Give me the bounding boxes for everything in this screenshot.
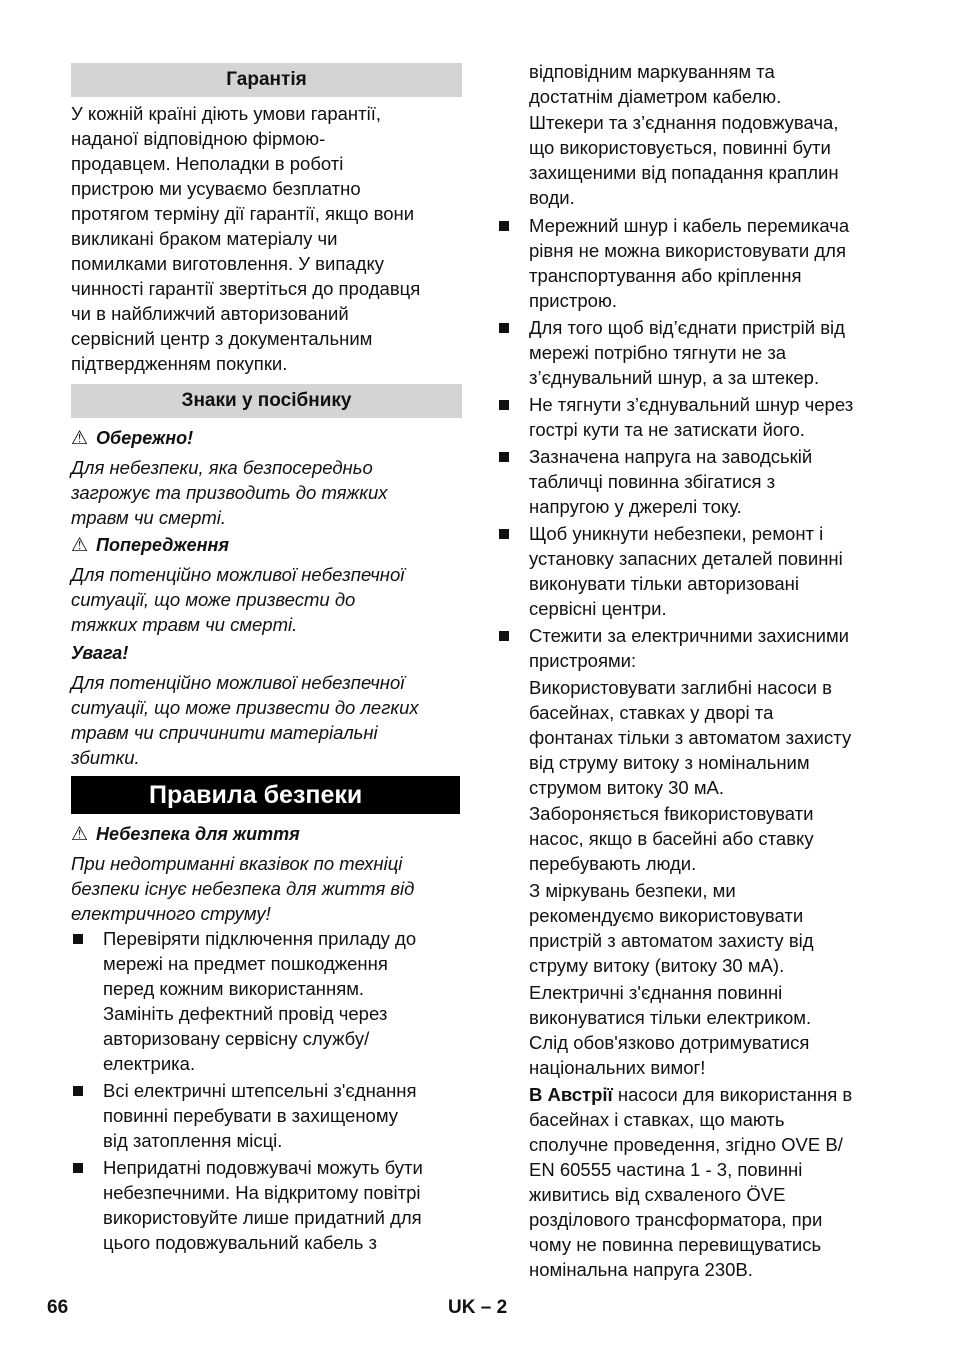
- paragraph-line: басейнах і ставках, що мають: [529, 1109, 785, 1130]
- danger-line: безпеки існує небезпека для життя від: [71, 878, 415, 899]
- bullet-line: табличці повинна збігатися з: [529, 471, 776, 492]
- bullet-line: цього подовжувальний кабель з: [103, 1232, 378, 1253]
- danger-title: [71, 822, 462, 847]
- bullet-line: Всі електричні штепсельні з'єднання: [103, 1080, 417, 1101]
- right-column: [497, 0, 889, 1282]
- attention-line: травм чи спричинити матеріальні: [71, 722, 378, 743]
- paragraph-line: Електричні з'єднання повинні: [529, 982, 783, 1003]
- bullet-line: Мережний шнур і кабель перемикача: [529, 215, 850, 236]
- bullet-line: повинні перебувати в захищеному: [103, 1105, 399, 1126]
- bullet-line: Зазначена напруга на заводській: [529, 446, 813, 467]
- bullet-line: електрика.: [103, 1053, 196, 1074]
- bullet-line: Перевіряти підключення приладу до: [103, 928, 417, 949]
- caution-line: загрожує та призводить до тяжких: [71, 482, 388, 503]
- no-people-paragraph: [497, 801, 889, 876]
- bullet-line: установку запасних деталей повинні: [529, 548, 843, 569]
- plug-text: [497, 110, 889, 210]
- bullet-line: Замініть дефектний провід через: [103, 1003, 388, 1024]
- square-bullet-icon: [73, 1163, 83, 1173]
- warning-triangle-icon: ⚠: [71, 535, 89, 556]
- left-column: [71, 0, 462, 1255]
- guarantee-line: наданої відповідною фірмою-: [71, 128, 326, 149]
- bullet-line: авторизовану сервісну службу/: [103, 1028, 370, 1049]
- austria-paragraph: [497, 1082, 889, 1282]
- bullet-line: пристрою.: [529, 290, 617, 311]
- austria-first-text: насоси для використання в: [612, 1084, 853, 1105]
- paragraph-line: Використовувати заглибні насоси в: [529, 677, 832, 698]
- bullet-item: [71, 1078, 462, 1153]
- paragraph-line: басейнах, ставках у дворі та: [529, 702, 774, 723]
- bullet-item: [497, 623, 889, 673]
- bullet-line: пристроями:: [529, 650, 637, 671]
- guarantee-line: сервісний центр з документальним: [71, 328, 373, 349]
- warning-line: тяжких травм чи смерті.: [71, 614, 298, 635]
- square-bullet-icon: [499, 221, 509, 231]
- guarantee-line: пристрою ми усуваємо безплатно: [71, 178, 361, 199]
- paragraph-line: сполучне проведення, згідно OVE B/: [529, 1134, 843, 1155]
- right-bullet-list: [497, 213, 889, 673]
- bullet-line: використовуйте лише придатний для: [103, 1207, 422, 1228]
- paragraph-line: виконуватися тільки електриком.: [529, 1007, 812, 1028]
- guarantee-line: помилками виготовлення. У випадку: [71, 253, 385, 274]
- bullet-item: [71, 1155, 462, 1255]
- rcd-paragraph: [497, 675, 889, 800]
- bullet-line: небезпечними. На відкритому повітрі: [103, 1182, 421, 1203]
- bullet-line: перед кожним використанням.: [103, 978, 365, 999]
- paragraph-line: національних вимог!: [529, 1057, 706, 1078]
- warning-line: ситуації, що може призвести до: [71, 589, 356, 610]
- continued-line: відповідним маркуванням та: [529, 61, 775, 82]
- recommend-paragraph: [497, 878, 889, 978]
- paragraph-line: струмом витоку 30 мА.: [529, 777, 725, 798]
- bullet-line: сервісні центри.: [529, 598, 667, 619]
- austria-first-line: [529, 1082, 889, 1107]
- guarantee-heading: Гарантія: [71, 63, 462, 97]
- bullet-item: [71, 926, 462, 1076]
- continued-text: [497, 59, 889, 109]
- guarantee-line: підтвердженням покупки.: [71, 353, 288, 374]
- warning-line: Для потенційно можливої небезпечної: [71, 564, 405, 585]
- paragraph-line: живитись від схваленого ÖVE: [529, 1184, 786, 1205]
- danger-line: електричного струму!: [71, 903, 271, 924]
- square-bullet-icon: [499, 323, 509, 333]
- paragraph-line: чому не повинна перевищуватись: [529, 1234, 822, 1255]
- paragraph-line: Забороняється fвикористовувати: [529, 803, 814, 824]
- bullet-item: [497, 521, 889, 621]
- guarantee-line: протягом терміну дії гарантії, якщо вони: [71, 203, 415, 224]
- bullet-line: з’єднувальний шнур, а за штекер.: [529, 367, 820, 388]
- page-number: 66: [47, 1297, 69, 1318]
- bullet-line: рівня не можна використовувати для: [529, 240, 846, 261]
- paragraph-line: насос, якщо в басейні або ставку: [529, 828, 814, 849]
- square-bullet-icon: [499, 529, 509, 539]
- paragraph-line: номінальна напруга 230В.: [529, 1259, 753, 1280]
- attention-title: Увага!: [71, 643, 129, 663]
- bullet-line: напругою у джерелі току.: [529, 496, 742, 517]
- danger-text: [71, 851, 462, 926]
- paragraph-line: Слід обов'язково дотримуватися: [529, 1032, 810, 1053]
- plug-line: захищеними від попадання краплин: [529, 162, 839, 183]
- bullet-item: [497, 315, 889, 390]
- bullet-line: Не тягнути з’єднувальний шнур через: [529, 394, 854, 415]
- warning-triangle-icon: ⚠: [71, 428, 89, 449]
- bullet-line: Стежити за електричними захисними: [529, 625, 850, 646]
- guarantee-line: викликані браком матеріалу чи: [71, 228, 338, 249]
- electrician-paragraph: [497, 980, 889, 1080]
- plug-line: що використовується, повинні бути: [529, 137, 831, 158]
- warning-triangle-icon: ⚠: [71, 824, 89, 845]
- attention-text: [71, 670, 462, 770]
- warning-title: [71, 533, 462, 558]
- guarantee-line: продавцем. Неполадки в роботі: [71, 153, 344, 174]
- bullet-item: [497, 444, 889, 519]
- austria-bold: В Австрії: [529, 1084, 613, 1105]
- safety-heading: Правила безпеки: [71, 776, 460, 814]
- bullet-line: гострі кути та не затискати його.: [529, 419, 805, 440]
- square-bullet-icon: [73, 934, 83, 944]
- square-bullet-icon: [73, 1086, 83, 1096]
- caution-title: [71, 426, 462, 451]
- warning-label: Попередження: [96, 535, 229, 555]
- square-bullet-icon: [499, 631, 509, 641]
- attention-line: ситуації, що може призвести до легких: [71, 697, 419, 718]
- bullet-line: мережі потрібно тягнути не за: [529, 342, 787, 363]
- bullet-line: транспортування або кріплення: [529, 265, 802, 286]
- caution-line: травм чи смерті.: [71, 507, 227, 528]
- paragraph-line: EN 60555 частина 1 - 3, повинні: [529, 1159, 803, 1180]
- guarantee-line: чинності гарантії звертіться до продавця: [71, 278, 421, 299]
- plug-line: води.: [529, 187, 575, 208]
- guarantee-line: чи в найближчий авторизований: [71, 303, 349, 324]
- bullet-line: від затоплення місці.: [103, 1130, 283, 1151]
- danger-label: Небезпека для життя: [96, 824, 300, 844]
- caution-text: [71, 455, 462, 530]
- page-code: UK – 2: [448, 1297, 508, 1318]
- attention-line: Для потенційно можливої небезпечної: [71, 672, 405, 693]
- guarantee-line: У кожній країні діють умови гарантії,: [71, 103, 381, 124]
- bullet-line: Непридатні подовжувачі можуть бути: [103, 1157, 423, 1178]
- paragraph-line: розділового трансформатора, при: [529, 1209, 823, 1230]
- paragraph-line: перебувають люди.: [529, 853, 697, 874]
- paragraph-line: від струму витоку з номінальним: [529, 752, 810, 773]
- bullet-item: [497, 392, 889, 442]
- square-bullet-icon: [499, 400, 509, 410]
- danger-line: При недотриманні вказівок по техніці: [71, 853, 403, 874]
- plug-line: Штекери та з’єднання подовжувача,: [529, 112, 839, 133]
- bullet-line: Для того щоб від’єднати пристрій від: [529, 317, 845, 338]
- paragraph-line: пристрій з автоматом захисту від: [529, 930, 814, 951]
- paragraph-line: струму витоку (витоку 30 мА).: [529, 955, 785, 976]
- bullet-line: мережі на предмет пошкодження: [103, 953, 388, 974]
- attention-line: збитки.: [71, 747, 140, 768]
- continued-line: достатнім діаметром кабелю.: [529, 86, 782, 107]
- warning-text: [71, 562, 462, 637]
- caution-line: Для небезпеки, яка безпосередньо: [71, 457, 373, 478]
- paragraph-line: рекомендуємо використовувати: [529, 905, 804, 926]
- symbols-heading: Знаки у посібнику: [71, 384, 462, 418]
- bullet-item: [497, 213, 889, 313]
- guarantee-text: [71, 101, 462, 376]
- paragraph-line: фонтанах тільки з автоматом захисту: [529, 727, 852, 748]
- bullet-line: виконувати тільки авторизовані: [529, 573, 799, 594]
- bullet-line: Щоб уникнути небезпеки, ремонт і: [529, 523, 824, 544]
- caution-label: Обережно!: [96, 428, 194, 448]
- paragraph-line: З міркувань безпеки, ми: [529, 880, 736, 901]
- left-bullet-list: [71, 926, 462, 1255]
- square-bullet-icon: [499, 452, 509, 462]
